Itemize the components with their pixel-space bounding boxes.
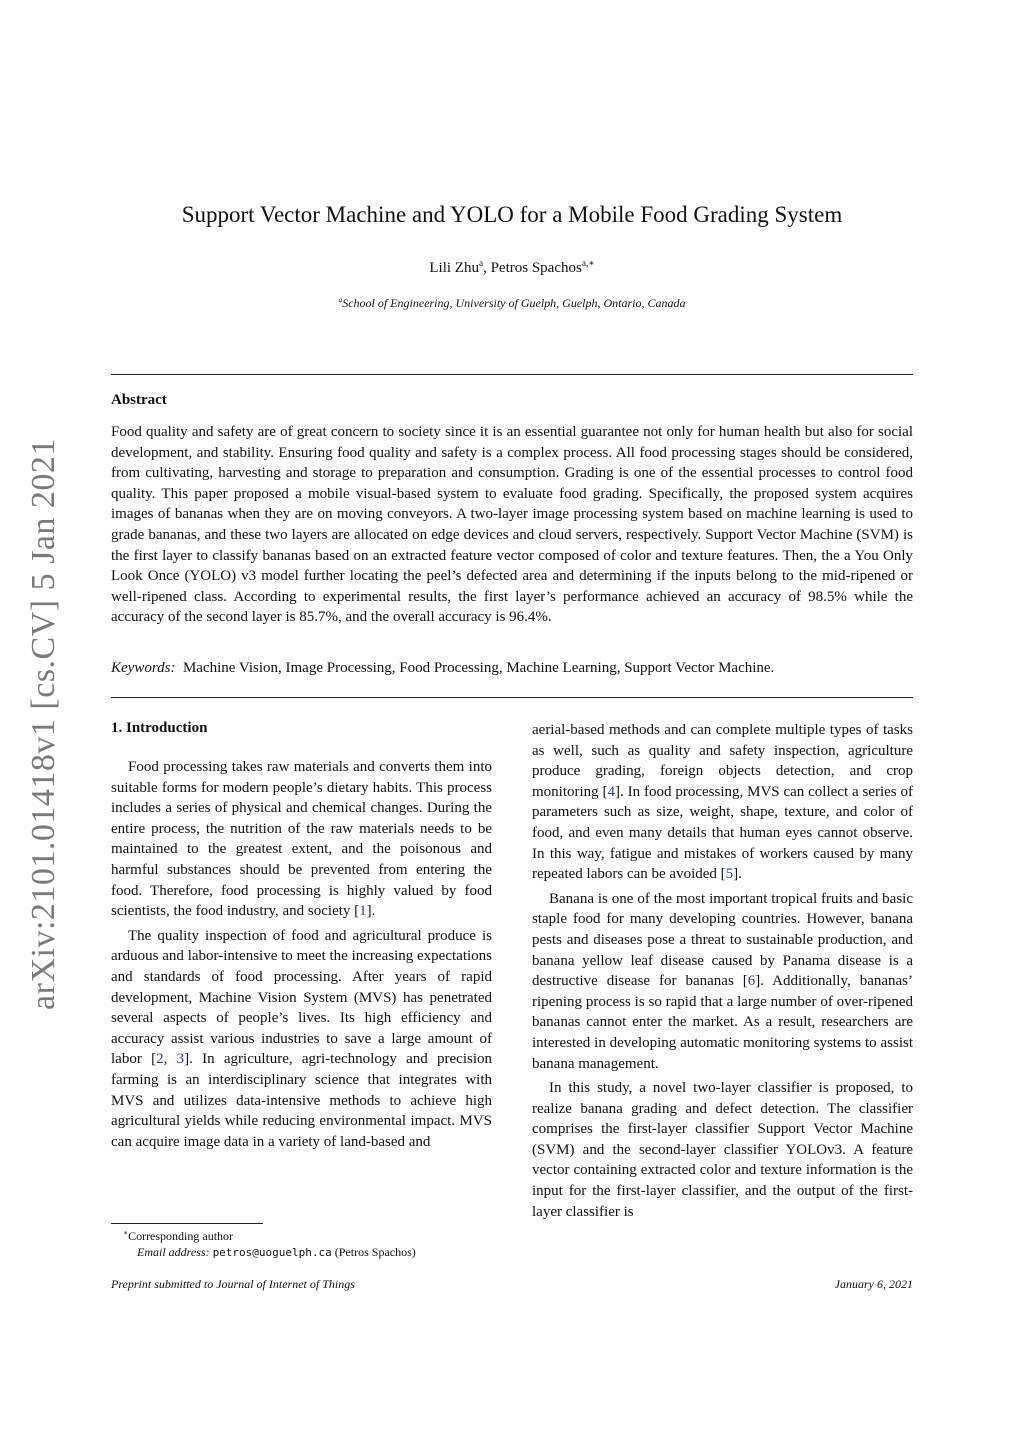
author-affiliation-mark: a,∗ <box>581 259 595 269</box>
affiliation <box>0 296 1024 311</box>
affiliation-text: School of Engineering, University of Guelph, Guelph, Ontario, Canada <box>342 296 686 310</box>
arxiv-side-stamp: arXiv:2101.01418v1 [cs.CV] 5 Jan 2021 <box>25 438 62 1010</box>
author-name: Petros Spachos <box>490 260 582 276</box>
footnote-corresponding: ∗Corresponding author <box>123 1228 234 1243</box>
author-affiliation-mark: a <box>478 259 484 269</box>
email-owner: (Petros Spachos) <box>334 1245 416 1259</box>
email-label: Email address: <box>137 1245 210 1259</box>
paper-title: Support Vector Machine and YOLO for a Mobile Food Grading System <box>181 202 843 227</box>
citation-link[interactable]: 2 <box>156 1051 164 1068</box>
keywords-label: Keywords: <box>111 660 176 676</box>
paragraph: In this study, a novel two-layer classifier is proposed, to realize banana grading and defect detection. The classifier comprises the first-layer classifier Support Vector Machine (SVM) and the second-layer classifier YOLOv3. A feature vector containing extracted color and texture information is the input for the first-layer classifier, and the output of the first-layer classifier is <box>532 1080 913 1220</box>
right-column <box>532 720 913 1222</box>
paragraph: aerial-based methods and can complete multiple types of tasks as well, such as quality and safety inspection, agriculture produce grading, foreign objects detection, and crop monitoring [4]. In food processing, MVS can collect a series of parameters such as size, weight, shape, texture, and color of food, and even many details that human eyes cannot observe. In this way, fatigue and mistakes of workers caused by many repeated labors can be avoided [5]. <box>532 722 913 883</box>
footer-date: January 6, 2021 <box>834 1277 913 1291</box>
paragraph: The quality inspection of food and agricultural produce is arduous and labor-intensive to meet the increasing expectations and standards of food processing. After years of rapid development, Machine Vision System (MVS) has penetrated several aspects of people’s lives. Its high efficiency and accuracy assist various industries to save a large amount of labor [2, 3]. In agriculture, agri-technology and precision farming is an interdisciplinary science that integrates with MVS and utilizes data-intensive methods to achieve high agricultural yields while reducing environmental impact. MVS can acquire image data in a variety of land-based and <box>111 927 492 1150</box>
footnote-rule <box>111 1223 263 1224</box>
footer-journal: Preprint submitted to Journal of Internet of Things <box>111 1277 355 1291</box>
abstract-heading: Abstract <box>111 392 167 408</box>
email-address[interactable]: petros@uoguelph.ca <box>212 1246 332 1259</box>
citation-link[interactable]: 6 <box>747 973 756 990</box>
section-heading: 1. Introduction <box>111 720 208 736</box>
paragraph: Food processing takes raw materials and converts them into suitable forms for modern people’s dietary habits. This process includes a series of physical and chemical changes. During the entire process, the nutrition of the raw materials needs to be maintained to the greatest extent, and the poisonous and harmful substances should be prevented from entering the food. Therefore, food processing is highly valued by food scientists, the food industry, and society [1]. <box>111 759 492 920</box>
citation-link[interactable]: 1 <box>359 903 367 920</box>
footnote-mark: ∗ <box>123 1228 129 1237</box>
abstract-bottom-rule <box>111 697 913 698</box>
citation-link[interactable]: 5 <box>725 866 734 883</box>
paragraph: Banana is one of the most important tropical fruits and basic staple food for many developing countries. However, banana pests and diseases pose a threat to sustainable production, and banana yellow leaf disease caused by Panama disease is a destructive disease for bananas [6]. Additionally, bananas’ ripening process is so rapid that a large number of over-ripened bananas cannot enter the market. As a result, researchers are interested in developing automatic monitoring systems to assist banana management. <box>532 890 914 1072</box>
abstract-text: Food quality and safety are of great concern to society since it is an essential guarantee not only for human health but also for social development, and stability. Ensuring food quality and safety is a complex process. All food processing stages should be considered, from cultivating, harvesting and storage to preparation and consumption. Grading is one of the essential processes to control food quality. This paper proposed a mobile visual-based system to evaluate food grading. Specifically, the proposed system acquires images of bananas when they are on moving conveyors. A two-layer image processing system based on machine learning is used to grade bananas, and these two layers are allocated on edge devices and cloud servers, respectively. Support Vector Machine (SVM) is the first layer to classify bananas based on an extracted feature vector composed of color and texture features. Then, the a You Only Look Once (YOLO) v3 model further locating the peel’s defected area and determining if the inputs belong to the mid-ripened or well-ripened class. According to experimental results, the first layer’s performance achieved an accuracy of 98.5% while the accuracy of the second layer is 85.7%, and the overall accuracy is 96.4%. <box>111 424 913 626</box>
keywords-text: Machine Vision, Image Processing, Food Processing, Machine Learning, Support Vector Machine. <box>182 660 775 676</box>
citation-link[interactable]: 4 <box>607 783 616 800</box>
affiliation-mark: a <box>338 295 343 304</box>
keywords <box>111 660 913 677</box>
author-list <box>0 260 1024 277</box>
author-name: Lili Zhu <box>429 260 479 276</box>
citation-link[interactable]: 3 <box>176 1051 185 1068</box>
footnote-email <box>137 1245 416 1260</box>
author-separator: , <box>483 260 491 276</box>
abstract-top-rule <box>111 374 913 375</box>
left-column <box>111 757 492 1152</box>
